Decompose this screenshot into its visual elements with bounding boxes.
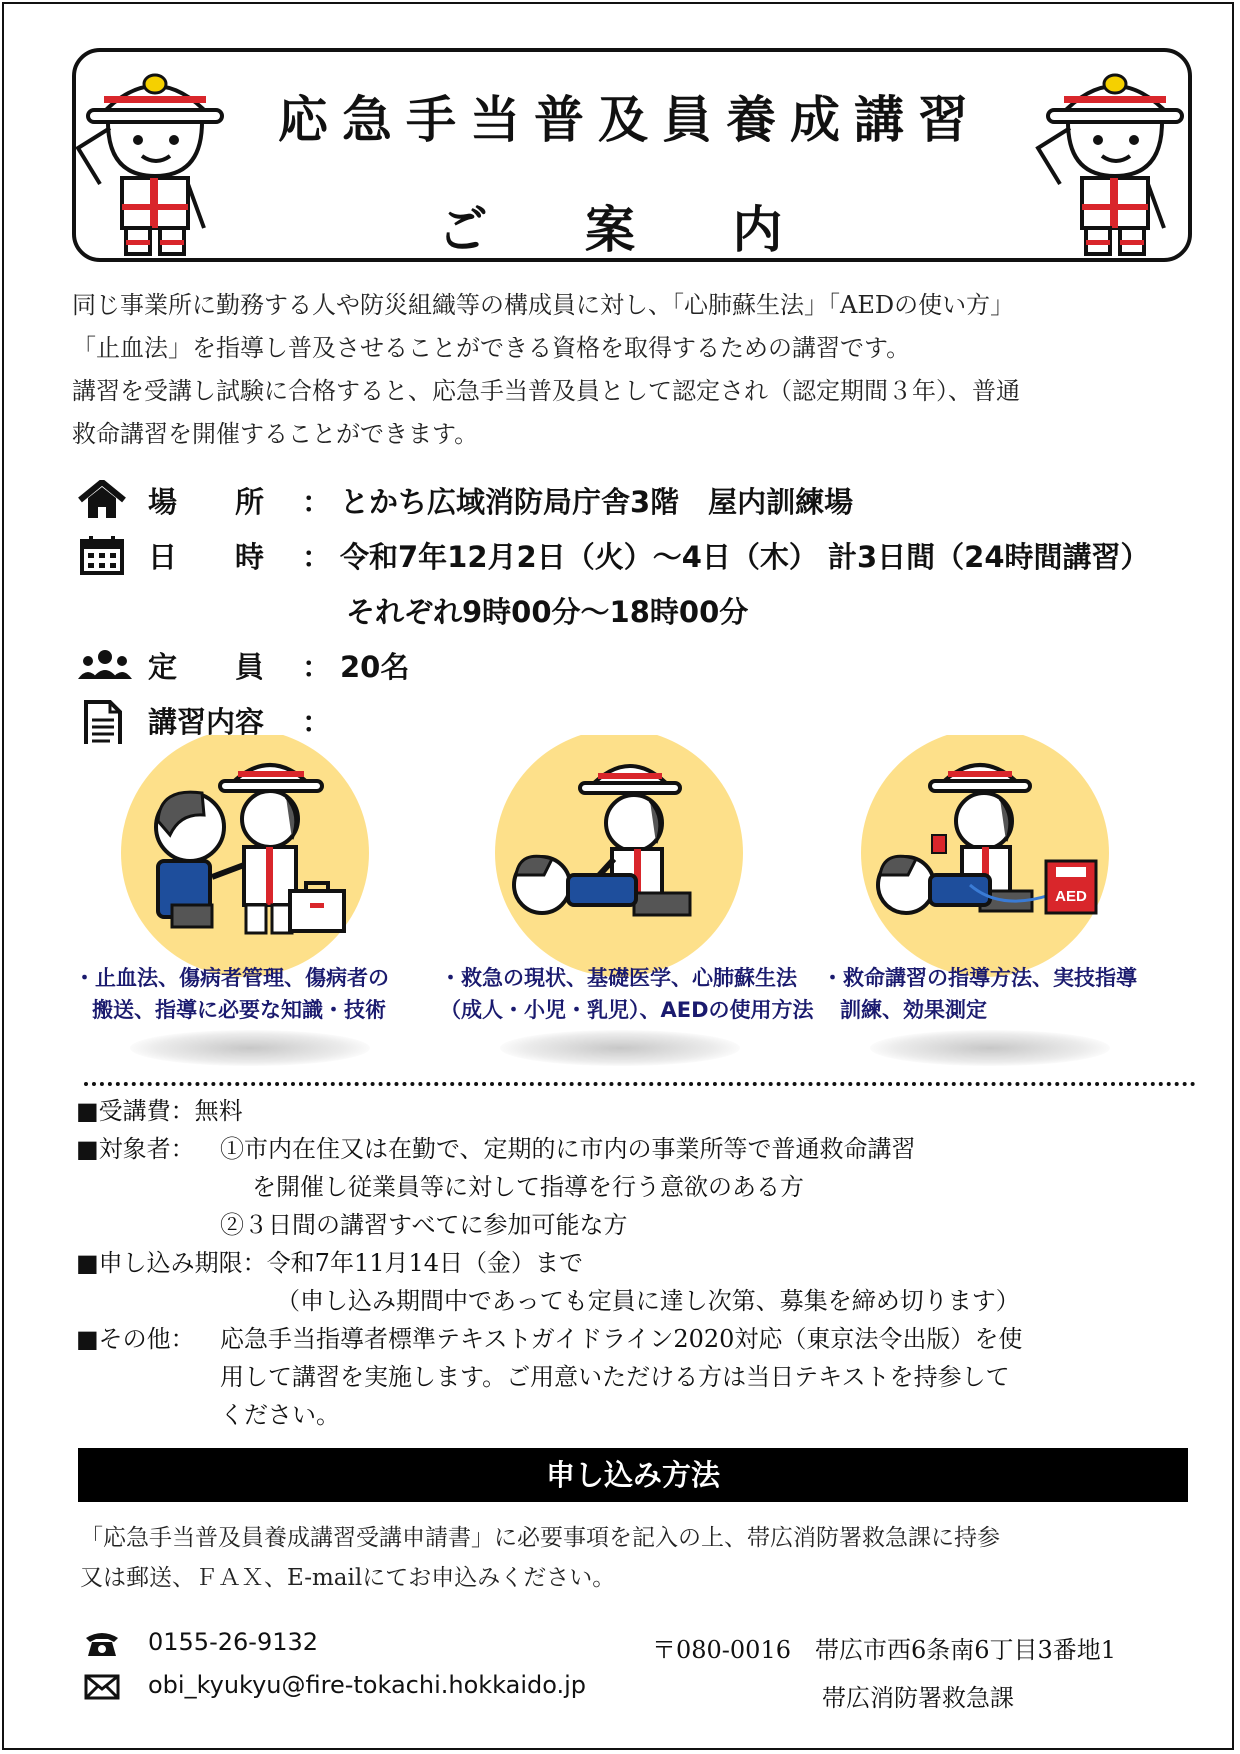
target-item-2: ②３日間の講習すべてに参加可能な方	[220, 1211, 628, 1239]
apply-line: 又は郵送、ＦＡＸ、E-mailにてお申込みください。	[80, 1565, 616, 1591]
phone-icon	[84, 1630, 120, 1658]
caption-line: ・救命講習の指導方法、実技指導	[822, 966, 1137, 990]
phone-number: 0155-26-9132	[148, 1628, 319, 1656]
apply-instructions	[80, 1518, 1190, 1598]
home-icon	[76, 480, 134, 520]
mail-icon	[84, 1674, 120, 1700]
caption-line: 搬送、指導に必要な知識・技術	[92, 998, 386, 1022]
place-label: 場 所	[148, 485, 265, 519]
aed-box-label: AED	[1055, 888, 1087, 905]
topic-caption-bleeding	[74, 962, 389, 1026]
separator: ：	[302, 485, 332, 519]
deadline-line: ■申し込み期限：令和7年11月14日（金）まで	[76, 1249, 584, 1277]
intro-line: 救命講習を開催することができます。	[72, 420, 479, 448]
cpr-illustration	[494, 735, 744, 985]
separator: ：	[302, 540, 332, 574]
aed-illustration	[860, 735, 1110, 985]
intro-line: 講習を受講し試験に合格すると、応急手当普及員として認定され（認定期間３年）、普通	[72, 377, 1020, 405]
date-hours-value: それぞれ9時00分～18時00分	[346, 595, 749, 629]
other-line: ください。	[220, 1401, 340, 1429]
topic-caption-instruction	[822, 962, 1137, 1026]
page-title: 応急手当普及員養成講習	[278, 91, 982, 149]
date-value: 令和7年12月2日（火）～4日（木） 計3日間（24時間講習）	[340, 540, 1150, 574]
caption-line: （成人・小児・乳児）、AEDの使用方法	[440, 998, 814, 1022]
separator: ：	[302, 650, 332, 684]
other-label: ■その他：	[76, 1325, 195, 1353]
mascot-left-image	[70, 58, 240, 258]
capacity-label: 定 員	[148, 650, 265, 684]
mascot-right-image	[1030, 58, 1200, 258]
caption-line: 訓練、効果測定	[840, 998, 987, 1022]
capacity-value: 20名	[340, 650, 410, 684]
intro-line: 「止血法」を指導し普及させることができる資格を取得するための講習です。	[72, 334, 911, 362]
apply-heading: 申し込み方法	[78, 1448, 1188, 1502]
caption-line: ・止血法、傷病者管理、傷病者の	[74, 966, 389, 990]
calendar-icon	[76, 535, 134, 575]
deadline-note: （申し込み期間中であっても定員に達し次第、募集を締め切ります）	[276, 1287, 1020, 1315]
dotted-divider	[84, 1082, 1196, 1086]
office-name: 帯広消防署救急課	[822, 1684, 1014, 1712]
shadow-decoration	[130, 1030, 370, 1066]
shadow-decoration	[870, 1030, 1110, 1066]
other-line: 用して講習を実施します。ご用意いただける方は当日テキストを持参して	[220, 1363, 1010, 1391]
content-label: 講習内容	[148, 705, 265, 739]
date-label: 日 時	[148, 540, 265, 574]
email-address: obi_kyukyu@fire-tokachi.hokkaido.jp	[148, 1671, 587, 1699]
other-line: 応急手当指導者標準テキストガイドライン2020対応（東京法令出版）を使	[220, 1325, 1023, 1353]
intro-line: 同じ事業所に勤務する人や防災組織等の構成員に対し、「心肺蘇生法」「AEDの使い方」	[72, 291, 1015, 319]
apply-line: 「応急手当普及員養成講習受講申請書」に必要事項を記入の上、帯広消防署救急課に持参	[80, 1525, 1000, 1551]
topic-caption-cpr	[440, 962, 814, 1026]
place-value: とかち広域消防局庁舎3階 屋内訓練場	[340, 485, 854, 519]
target-item-1-cont: を開催し従業員等に対して指導を行う意欲のある方	[252, 1173, 804, 1201]
bleeding-control-illustration	[120, 735, 370, 985]
target-label: ■対象者：	[76, 1135, 195, 1163]
people-icon	[76, 645, 134, 685]
shadow-decoration	[500, 1030, 740, 1066]
page-subtitle: ご 案 内	[437, 201, 823, 259]
target-item-1: ①市内在住又は在勤で、定期的に市内の事業所等で普通救命講習	[220, 1135, 916, 1163]
intro-paragraph	[72, 284, 1182, 456]
postal-address: 〒080-0016 帯広市西6条南6丁目3番地1	[652, 1636, 1117, 1664]
fee-line: ■受講費：無料	[76, 1097, 243, 1125]
separator: ：	[302, 705, 332, 739]
caption-line: ・救急の現状、基礎医学、心肺蘇生法	[440, 966, 797, 990]
